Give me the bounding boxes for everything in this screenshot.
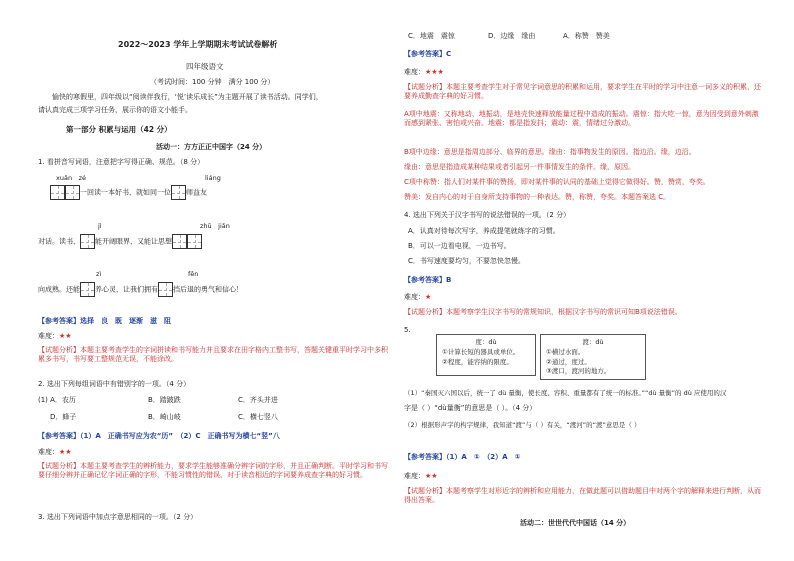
q2-row-2 <box>50 413 390 422</box>
tianzige-box[interactable] <box>65 185 80 200</box>
q3-options <box>408 32 748 41</box>
q2-option[interactable]: C．齐头并进 <box>238 396 278 404</box>
q2-answer <box>38 432 280 441</box>
q1-pinyin-1b: liáng <box>205 174 221 182</box>
q2-analysis: 【试题分析】本题主要考查学生的辨析能力，要求学生能够准确分辨字词的字形，并且正确判断。平时学习和书写要仔细分辨并正确记忆字词正确的字形，不能习惯性的错误，对于读音相近的字词要养成查字典的好习惯。 <box>38 462 388 480</box>
q3-analysis-6: 赞美：发自内心的对于自身所支持事物的一种表达。赞，称赞，夸奖。本题答案选 C。 <box>404 193 671 201</box>
q3-difficulty <box>404 68 444 77</box>
def-item: ②程度，能容纳的限度。 <box>442 357 513 366</box>
q3-option[interactable]: D．边缘 缘由 <box>488 32 536 40</box>
tianzige-box[interactable] <box>50 185 65 200</box>
q5-sub2-line1: （2）根据形声字的构字规律，我知道“渡”与（ ）有关，“渡河”的“渡”意思是（ ） <box>404 421 641 429</box>
q1-line1-end: 师益友 <box>186 188 207 197</box>
q3-analysis-3: B项中边缘：意思是指周边部分、临界的意思。缘由：指事物发生的原因。指边沿。缘，边沿。 <box>404 148 696 156</box>
left-column <box>38 0 390 561</box>
tianzige-box[interactable] <box>80 282 95 297</box>
answer-label: 【参考答案】 <box>404 276 446 284</box>
answer-label: 【参考答案】 <box>38 432 80 440</box>
q3-option[interactable]: C．地震 震惊 <box>408 32 455 40</box>
exam-title: 2022～2023 学年上学期期末考试试卷解析 <box>118 40 278 49</box>
q1-pinyin-3b: fěn <box>188 270 199 278</box>
q4-option[interactable]: C．书写速度要均匀，不要忽快忽慢。 <box>408 257 525 265</box>
intro-line-2: 请认真完成三项学习任务，展示你的语文小能手。 <box>38 106 192 114</box>
q4-answer <box>404 276 451 285</box>
right-column <box>404 0 764 561</box>
activity1-heading: 活动一：方方正正中国字（24 分） <box>156 143 267 151</box>
tianzige-box[interactable] <box>171 185 186 200</box>
q3-answer-text: C <box>446 50 452 58</box>
def-item: ③渡口，渡河的地方。 <box>546 367 611 376</box>
difficulty-stars: ★★★ <box>425 68 444 76</box>
q3-analysis-2: A项中地震：又称地动、地振动，是地壳快速释放能量过程中造成的振动。震惊：指大吃一惊，意为因受到意外刺激而感到紧张、害怕或兴奋。地震：都是指发抖；震动：震，情绪过分激动。 <box>404 110 759 128</box>
def-title: 度：dù <box>475 338 497 346</box>
q5-analysis: 【试题分析】本题考察学生对形近字的辨析和应用能力，在做此题可以借助题目中对两个字的解释来进行判断，从而得出答案。 <box>404 487 761 505</box>
difficulty-stars: ★★ <box>59 332 72 340</box>
intro-line-1: 愉快的寒假里，四年级以“阅读伴我行，‘悦’读乐成长”为主题开展了读书活动。同学们， <box>52 93 323 101</box>
q2-option[interactable]: C．横七竖八 <box>238 413 278 421</box>
q2-option[interactable]: (1) A．农历 <box>38 396 76 404</box>
q2-option[interactable]: B．崎山岐 <box>148 413 181 421</box>
q1-line1-text: 一回读一本好书，就如同一位 <box>80 188 171 197</box>
q5-sub1-line2: 字是（ ）“dù量衡”的意思是（ ）。（4 分） <box>404 404 537 412</box>
def-title: 渡：dù <box>582 338 604 346</box>
difficulty-label: 难度： <box>38 448 59 456</box>
q3-analysis-5: C项中称赞：指人们对某件事的赞扬，即对某件事的认同的基础上觉得它做得好。赞，赞赏，夸奖。 <box>404 178 710 186</box>
q1-line2-start: 对话。读书， <box>38 237 80 246</box>
difficulty-label: 难度： <box>38 332 59 340</box>
def-item: ①横过水面。 <box>546 347 585 356</box>
q5-prompt: 5. <box>404 326 411 334</box>
difficulty-label: 难度： <box>404 472 425 480</box>
difficulty-label: 难度： <box>404 293 425 301</box>
q5-sub1-line1: （1）“秦国灭六国以后，统一了 dù 量衡，使长度、容积、重量都有了统一的标准。”“dù 量衡”的 dù 应使用的汉 <box>404 389 727 397</box>
q1-pinyin-3a: zì <box>96 270 102 278</box>
difficulty-stars: ★★ <box>59 448 72 456</box>
q2-option[interactable]: B．踏跛跌 <box>148 396 181 404</box>
q1-difficulty <box>38 332 72 341</box>
q4-option[interactable]: A．认真对待每次写字，养成提笔就练字的习惯。 <box>408 227 560 235</box>
q1-line3 <box>38 282 243 297</box>
q2-difficulty <box>38 448 72 457</box>
q1-line2-mid: 能开阔眼界，又能让思想 <box>95 237 172 246</box>
q3-prompt: 3. 选出下列词语中加点字意思相同的一项。（2 分） <box>38 513 198 521</box>
answer-label: 【参考答案】 <box>404 453 446 461</box>
q1-prompt: 1. 看拼音写词语，注意把字写得正确、规范。（8 分） <box>38 158 205 166</box>
answer-label: 【参考答案】 <box>38 317 80 325</box>
q3-option[interactable]: A．称赞 赞美 <box>563 32 610 40</box>
q4-prompt: 4. 选出下列关于汉字书写的说法错误的一项。（2 分） <box>404 211 571 219</box>
q3-analysis-4: 缘由：意思是指造成某种结果或者引起另一件事情发生的条件。缘，原因。 <box>404 163 635 171</box>
answer-label: 【参考答案】 <box>404 50 446 58</box>
q4-difficulty <box>404 293 431 302</box>
q4-answer-text: B <box>446 276 452 284</box>
difficulty-label: 难度： <box>404 68 425 76</box>
q2-option[interactable]: D．蜂子 <box>50 413 77 421</box>
q1-line3-start: 向成熟。还能 <box>38 285 80 294</box>
q5-answer <box>404 453 520 462</box>
q2-answer-text: （1）A 正确书写应为农“历” （2）C 正确书写为横七“竖”八 <box>80 432 280 440</box>
def-item: ①计算长短的器具或单位。 <box>442 347 520 356</box>
q5-difficulty <box>404 472 438 481</box>
exam-subtitle: 四年级语文 <box>186 62 224 71</box>
part1-heading: 第一部分 积累与运用（42 分） <box>66 125 172 134</box>
q4-option[interactable]: B．可以一边看电视，一边书写。 <box>408 242 511 250</box>
exam-info: （考试时间：100 分钟 满分 100 分） <box>150 78 275 86</box>
tianzige-box[interactable] <box>158 282 173 297</box>
q3-analysis-1: 【试题分析】本题主要考查学生对于常见字词意思的积累和运用，要求学生在平时的学习中注意一词多义的积累，还要养成勤查字典的好习惯。 <box>404 83 761 101</box>
definition-box-du-water <box>540 334 646 380</box>
difficulty-stars: ★ <box>425 293 432 301</box>
q3-answer <box>404 50 451 59</box>
q1-line1 <box>50 185 207 200</box>
q1-pinyin-2a: jì <box>98 222 102 230</box>
q1-answer <box>38 317 171 326</box>
q1-line3-end: 挡后退的勇气和信心！ <box>173 285 243 294</box>
tianzige-box[interactable] <box>187 234 202 249</box>
q1-pinyin-1a: xuǎn zé <box>56 174 86 182</box>
def-item: ②通过，度过。 <box>546 357 591 366</box>
q1-line2 <box>38 234 202 249</box>
activity2-heading: 活动二：世世代代中国话（14 分） <box>520 519 631 527</box>
difficulty-stars: ★★ <box>425 472 438 480</box>
definition-box-du <box>436 334 536 376</box>
q1-pinyin-2b: zhū jiǎn <box>200 222 230 230</box>
q1-line3-mid: 养心灵，让我们拥有 <box>95 285 158 294</box>
q2-row-1 <box>38 396 378 405</box>
q5-answer-text: （1）A ① （2）A ① <box>446 453 521 461</box>
tianzige-box[interactable] <box>172 234 187 249</box>
tianzige-box[interactable] <box>80 234 95 249</box>
q2-prompt: 2. 选出下列每组词语中有错别字的一项。（4 分） <box>38 380 191 388</box>
q4-analysis: 【试题分析】本题考察学生汉字书写的常规知识，根据汉字书写的常识可知B项说法错误。 <box>404 308 682 316</box>
q1-analysis: 【试题分析】本题主要考查学生的字词拼读和书写能力并且要求在田字格内工整书写，答题关键重平时学习中多积累多书写，书写要工整规范无误，不能涂改。 <box>38 346 388 364</box>
q1-answer-text: 选择 良 既 逐渐 滋 阻 <box>80 317 171 325</box>
